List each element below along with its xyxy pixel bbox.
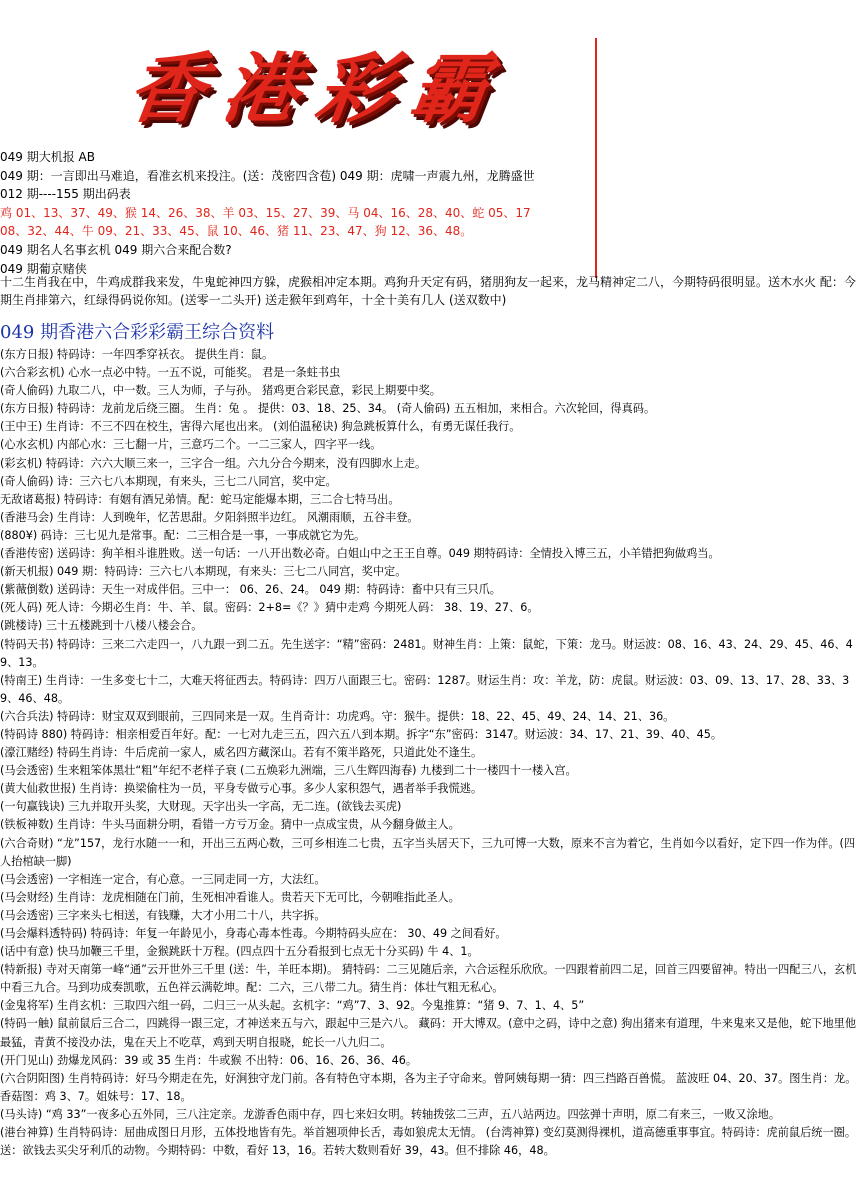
item-text: 特码诗：年复一年龄见小，身毒心毒本性毒。今期特码头应在： 30、49 之间看好。 — [90, 927, 507, 940]
banner-title: 香港彩霸 — [122, 44, 512, 133]
item-text: 生肖诗：龙虎相随在门前，生死相冲看谁人。贵若天下无可比，今朝唯指此圣人。 — [57, 890, 460, 904]
item-text: 寺对天南第一峰“通”云开世外三千里 (送：牛，羊旺本期)。 猜特码：二三见随后亲，六合运程乐欣欣。一四跟着前四二足，回首三四要留神。特出一四配三八，玄机中看三九合。马到功成奏凯歌，五色祥云满乾坤。配：二六，三八带二九。猜生肖：体壮气粗无私心。 — [0, 963, 857, 995]
list-item — [0, 798, 861, 816]
list-item — [0, 455, 861, 473]
item-source-tag: (马会透密) — [0, 908, 54, 922]
info-list — [0, 346, 861, 1160]
item-source-tag: (一句赢钱诀) — [0, 800, 65, 814]
zodiac-number-line: 08、32、44、牛 09、21、33、45、鼠 10、46、猪 11、23、47、狗 12、36、48。 — [0, 224, 473, 239]
item-source-tag: (新天机报) — [0, 565, 54, 579]
list-item — [0, 961, 861, 997]
item-source-tag: (六合阴阳图) — [0, 1071, 65, 1085]
item-source-tag: (特码一触) — [0, 1017, 54, 1031]
item-source-tag: (开门见山) — [0, 1053, 54, 1067]
item-text: 特码诗：相亲相爱百年好。配：一七对九走三五，四六五八到本期。拆字“东”密码：3147。财运波：34、17、21、39、40、45。 — [70, 727, 723, 741]
item-text: 049 期：特码诗：三六七八本期现，有来头：三七二八同宫，奖中定。 — [57, 565, 407, 579]
item-source-tag: (死人码) — [0, 601, 43, 615]
list-item — [0, 563, 861, 581]
section-title: 049 期香港六合彩彩霸王综合资料 — [0, 322, 275, 343]
item-text: 送码诗：天生一对成伴侣。三中一： 06、26、24。 049 期：特码诗：畜中只有三只爪。 — [57, 583, 501, 597]
list-item — [0, 599, 861, 617]
item-text: 特码生肖诗：牛后虎前一家人，威名四方藏深山。若有不策半路死，只道此处不逢生。 — [57, 746, 483, 760]
item-text: “龙”157，龙行水随一一和，开出三五两心数，三可乡相连二七贵，五字当头居天下，三九可博一大数，原来不言为着它，生肖如今以看好，定下四一作为伴。(四人抬棺缺一脚) — [0, 836, 856, 868]
item-source-tag: (铁板神数) — [0, 818, 54, 832]
list-item — [0, 997, 861, 1015]
item-text: 送码诗：狗羊相斗谁胜败。送一句话：一八开出数必奇。白姐山中之王王自尊。049 期特码诗：全情投入博三五，小羊错把狗做鸡当。 — [57, 547, 720, 561]
item-text: 特码诗：六六大顺三来一，三字合一组。六九分合今期来，没有四脚水上走。 — [45, 456, 427, 470]
item-text: 三十五楼跳到十八楼八楼会合。 — [45, 619, 203, 633]
list-item — [0, 1052, 861, 1070]
item-source-tag: (彩玄机) — [0, 456, 43, 470]
item-source-tag: (香港传密) — [0, 547, 54, 561]
list-item — [0, 1106, 861, 1124]
item-source-tag: (马会透密) — [0, 872, 54, 886]
list-item — [0, 636, 861, 672]
item-source-tag: (马会透密) — [0, 764, 54, 778]
item-source-tag: (特码诗 880) — [0, 727, 68, 741]
item-text: 鼠前鼠后三合二，四跳得一跟三定，才神送来五与六，跟起中三是六八。 藏码：开大博双。(意中之码，诗中之意) 狗出猪来有道理，牛来鬼来又是他，蛇下地里他最猛，青黄不接没办法，鬼在天上不吃草，鸡到天明自报晓，蛇长一八九归二。 — [0, 1017, 857, 1049]
header-line: 049 期：一言即出马难追，看准玄机来投注。(送：茂密四含苞) 049 期：虎啸一声震九州，龙腾盛世 — [0, 168, 535, 183]
item-source-tag: (六合兵法) — [0, 709, 54, 723]
item-text: 码诗：三七见九是常事。配：二三相合是一事，一事成就它为先。 — [40, 528, 366, 542]
item-source-tag: (港台神算) — [0, 1126, 54, 1140]
list-item — [0, 835, 861, 871]
list-item — [0, 617, 861, 635]
item-text: 心水一点必中特。一五不说，可能奖。 君是一条蛀书虫 — [68, 366, 341, 380]
item-source-tag: (特新报) — [0, 963, 43, 977]
item-text: 生肖诗：牛头马面耕分明，看错一方亏万金。猜中一点成宝贵，从今翻身做主人。 — [57, 818, 460, 832]
list-item — [0, 473, 861, 491]
header-line: 049 期名人名事玄机 049 期六合来配合数? — [0, 242, 232, 257]
list-item — [0, 943, 861, 961]
item-source-tag: (奇人偷码) — [0, 474, 54, 488]
item-text: 死人诗：今期必生肖：牛、羊、鼠。密码：2+8=《？》猜中走鸡 今期死人码： 38、19、27、6。 — [45, 601, 539, 615]
item-source-tag: (金鬼将军) — [0, 999, 54, 1013]
list-item — [0, 382, 861, 400]
item-source-tag: 无敌诸葛报) — [0, 492, 61, 506]
item-source-tag: (心水玄机) — [0, 438, 54, 452]
list-item — [0, 581, 861, 599]
item-text: 内部心水：三七翻一片，三意巧二个。一二三家人，四字平一线。 — [57, 438, 382, 452]
item-source-tag: (马会爆料透特码) — [0, 927, 88, 940]
list-item — [0, 925, 861, 943]
item-text: 生肖玄机：三取四六组一码，二归三一从头起。玄机字：“鸡”7、3、92。今鬼推算：“猪 9、7、1、4、5” — [57, 999, 585, 1013]
item-source-tag: (话中有意) — [0, 945, 54, 959]
item-text: 快马加鞭三千里，金猴跳跃十万程。(四点四十五分看报到七点无十分买码) 牛 4、1。 — [57, 945, 479, 959]
item-text: 特码诗：财宝双双到眼前，三四同来是一双。生肖奇计：功虎鸡。守：猴牛。提供：18、22、45、49、24、14、21、36。 — [57, 709, 675, 723]
item-text: 特码诗：三来二六走四一，八九跟一到二五。先生送字：“精”密码：2481。财神生肖：上策：鼠蛇，下策：龙马。财运波：08、16、43、24、29、45、46、49、13。 — [0, 637, 853, 669]
list-item — [0, 762, 861, 780]
list-item — [0, 400, 861, 418]
item-source-tag: (东方日报) — [0, 402, 54, 416]
item-text: 生肖诗：不三不四在校生，害得六尾也出来。 (刘伯温秘诀) 狗急跳板算什么，有勇无谋任我行。 — [45, 420, 521, 434]
item-text: 九取二八，中一数。三人为师，子与孙。 猪鸡更合彩民意，彩民上期要中奖。 — [57, 384, 441, 398]
item-text: 生肖诗：人到晚年，忆苦思甜。夕阳斜照半边红。 风潮雨顺，五谷丰登。 — [57, 510, 419, 524]
item-source-tag: (880¥) — [0, 528, 38, 542]
list-item — [0, 816, 861, 834]
item-text: 生来粗笨体黑壮“粗”年纪不老样子衰 (二五焕彩九洲端，三八生辉四海春) 九楼到二十一楼四十一楼入宫。 — [57, 764, 577, 778]
list-item — [0, 889, 861, 907]
zodiac-number-line: 鸡 01、13、37、49、猴 14、26、38、羊 03、15、27、39、马 04、16、28、40、蛇 05、17 — [0, 205, 531, 220]
item-text: 特码诗：龙前龙后绕三圈。 生肖：兔 。 提供：03、18、25、34。 (奇人偷码) 五五相加，来相合。六次轮回，得真码。 — [57, 402, 656, 416]
list-item — [0, 509, 861, 527]
item-text: 劲爆龙风码：39 或 35 生肖：牛或猴 不出特：06、16、26、36、46。 — [57, 1053, 418, 1067]
item-source-tag: (跳楼诗) — [0, 619, 43, 633]
header-line: 012 期----155 期出码表 — [0, 187, 131, 202]
item-source-tag: (黄大仙救世报) — [0, 782, 76, 796]
list-item — [0, 418, 861, 436]
header-block — [0, 148, 600, 278]
list-item — [0, 527, 861, 545]
item-source-tag: (濠江赌经) — [0, 746, 54, 760]
item-source-tag: (香港马会) — [0, 510, 54, 524]
list-item — [0, 726, 861, 744]
list-item — [0, 871, 861, 889]
list-item — [0, 436, 861, 454]
item-text: 生肖诗：换梁偷柱为一员，平身专做亏心事。多少人家积怨气，遇者举手我慌逃。 — [79, 782, 483, 796]
list-item — [0, 744, 861, 762]
list-item — [0, 1124, 861, 1160]
header-line: 049 期大机报 AB — [0, 150, 95, 164]
list-item — [0, 491, 861, 509]
item-source-tag: (马会财经) — [0, 890, 54, 904]
item-text: 生肖特码诗：屈曲成图日月形，五体投地皆有先。举首翘项伸长舌，毒如狼虎太无情。 (台湾神算) 变幻莫测得裸机，道高德重事事宜。特码诗：虎前鼠后统一圈。送：欲钱去买尖牙利爪的动物。今期特码：中数，看好 13，16。若转大数则看好 39，43。但不排除 46，48。 — [0, 1126, 857, 1158]
list-item — [0, 672, 861, 708]
item-text: 特码诗：有姻有酒兄弟情。配：蛇马定能爆本期，三二合七特马出。 — [63, 492, 400, 506]
item-source-tag: (六合奇财) — [0, 836, 54, 850]
list-item — [0, 1015, 861, 1051]
item-source-tag: (特码天书) — [0, 637, 54, 651]
banner — [120, 28, 540, 138]
list-item — [0, 364, 861, 382]
intro-paragraph: 十二生肖我在中，牛鸡成群我来发，牛鬼蛇神四方躲，虎猴相冲定本期。鸡狗升天定有码，猪朋狗友一起来，龙马精神定二八，今期特码很明显。送木水火 配：今期生肖排第六，红绿得码说你知。(送零一二头开) 送走猴年到鸡年，十全十美有几人 (送双数中) — [0, 275, 856, 307]
item-text: 三九并取开头奖，大财现。天字出头一字高，无二连。(欲钱去买虎) — [68, 800, 402, 814]
item-text: 诗：三六七八本期现，有来头，三七二八同宫，奖中定。 — [57, 474, 337, 488]
list-item — [0, 1070, 861, 1106]
item-source-tag: (马头诗) — [0, 1107, 43, 1121]
list-item — [0, 907, 861, 925]
list-item — [0, 780, 861, 798]
item-source-tag: (王中王) — [0, 420, 43, 434]
item-source-tag: (六合彩玄机) — [0, 366, 65, 380]
header-line: 049 期葡京赌侠 — [0, 261, 87, 276]
item-source-tag: (紫薇倒数) — [0, 583, 54, 597]
item-source-tag: (奇人偷码) — [0, 384, 54, 398]
item-text: 特码诗：一年四季穿袄衣。 提供生肖：鼠。 — [57, 348, 274, 361]
item-text: “鸡 33”一夜多心五外同，三八注定亲。龙游香色雨中存，四七来妇女明。转轴拨弦二三声，五八站两边。四弦弹十声明，原二有来三，一败又涂地。 — [45, 1107, 781, 1121]
item-text: 三字来头七相送，有钱赚，大才小用二十八，共字拆。 — [57, 908, 326, 922]
item-source-tag: (东方日报) — [0, 348, 54, 361]
item-text: 一字相连一定合，有心意。一三同走同一方，大法红。 — [57, 872, 326, 886]
list-item — [0, 346, 861, 364]
item-text: 生肖诗：一生多变七十二，大难天将征西去。特码诗：四万八面跟三七。密码：1287。财运生肖：攻：羊龙，防：虎鼠。财运波：03、09、13、17、28、33、39、46、48。 — [0, 673, 850, 705]
item-source-tag: (特南王) — [0, 673, 43, 687]
item-text: 生肖特码诗：好马今期走在先，好涧独守龙门前。各有特色守本期，各为主子守命来。曾阿姨每期一猜：四三挡路百兽慌。 蓝波旺 04、20、37。图生肖：龙。香菇图：鸡 3、7。姐妹号：17、18。 — [0, 1071, 857, 1103]
list-item — [0, 708, 861, 726]
list-item — [0, 545, 861, 563]
